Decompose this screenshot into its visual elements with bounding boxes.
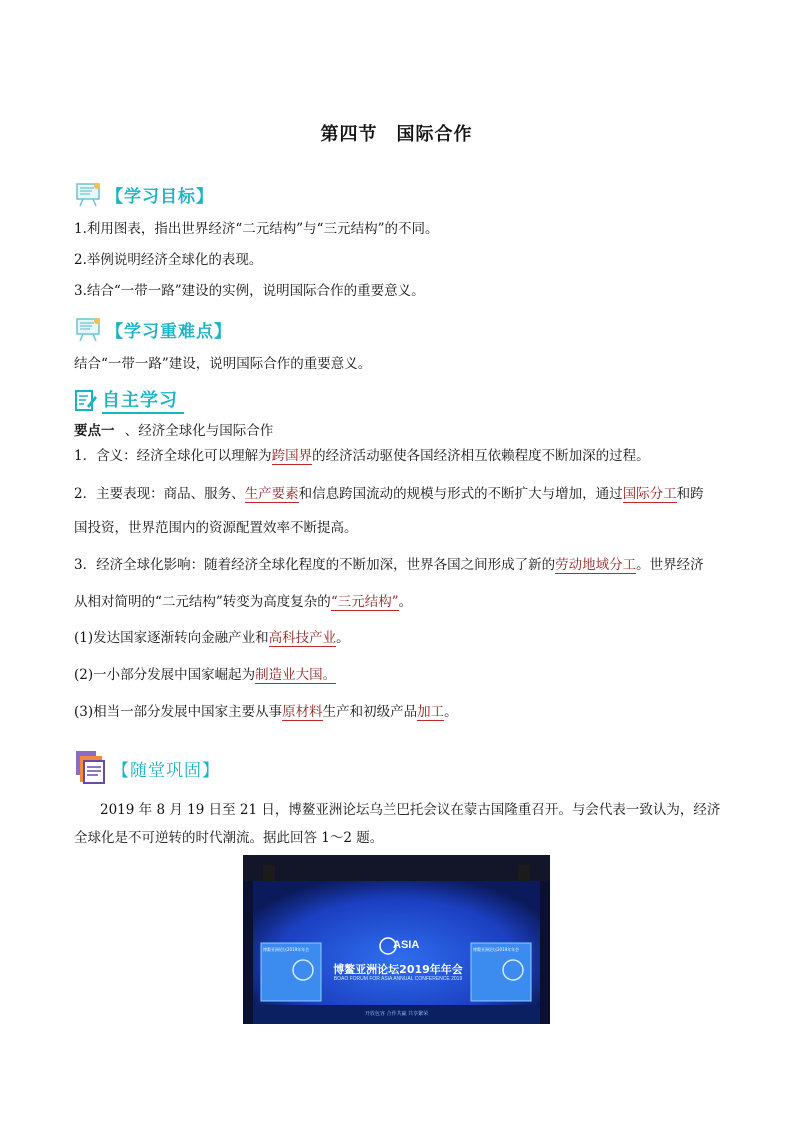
key-points-text: 结合“一带一路”建设，说明国际合作的重要意义。 — [74, 356, 372, 372]
asia-logo-text: ASIA — [393, 939, 420, 951]
underlined-answer: “三元结构” — [330, 594, 399, 610]
stage-bottom-text: 开放包容 合作共赢 共享繁荣 — [364, 1011, 429, 1017]
para-text: 从相对简明的“二元结构”转变为高度复杂的 — [74, 594, 331, 610]
underlined-answer: 生产要素 — [244, 486, 299, 502]
whiteboard-icon — [74, 315, 102, 343]
learning-goals-heading: 【学习目标】 — [106, 186, 214, 207]
para-text: (3)相当一部分发展中国家主要从事 — [74, 704, 283, 720]
goal-item-2: 2.举例说明经济全球化的表现。 — [74, 252, 263, 268]
underlined-answer: 劳动地域分工 — [555, 557, 637, 573]
sub-item-2 — [74, 665, 724, 685]
practice-intro-line1: 2019 年 8 月 19 日至 21 日，博鳌亚洲论坛乌兰巴托会议在蒙古国隆重召开。与会代表一致认为，经济 — [100, 802, 721, 818]
practice-header — [74, 748, 220, 788]
point-label: 要点一 — [74, 423, 115, 439]
para-text: (1)发达国家逐渐转向金融产业和 — [74, 630, 269, 646]
learning-goals-header — [74, 180, 214, 208]
para-text: 。 — [444, 704, 458, 720]
goal-item-3: 3.结合“一带一路”建设的实例，说明国际合作的重要意义。 — [74, 283, 425, 299]
underlined-answer: 跨国界 — [271, 448, 313, 464]
underlined-answer: 高科技产业 — [268, 630, 337, 646]
goal-item-1: 1.利用图表，指出世界经济“二元结构”与“三元结构”的不同。 — [74, 221, 439, 237]
para-text: 1．含义：经济全球化可以理解为 — [74, 448, 272, 464]
para-text: 3．经济全球化影响：随着经济全球化程度的不断加深，世界各国之间形成了新的 — [74, 557, 556, 573]
para-text: 。世界经济 — [636, 557, 704, 573]
self-study-heading: 自主学习 — [102, 386, 184, 414]
para-text: (2)一小部分发展中国家崛起为 — [74, 667, 256, 683]
side-screen-left-text: 博鳌亚洲论坛2019年年会 — [263, 947, 310, 952]
key-points-header — [74, 315, 232, 343]
side-screen-right-text: 博鳌亚洲论坛2019年年会 — [473, 947, 520, 952]
sub-item-1 — [74, 628, 724, 648]
underlined-answer: 制造业大国。 — [255, 667, 337, 683]
para-text: 2．主要表现：商品、服务、 — [74, 486, 245, 502]
key-points-heading: 【学习重难点】 — [106, 321, 232, 342]
stacked-pages-icon — [74, 749, 108, 787]
para-text: 生产和初级产品 — [322, 704, 418, 720]
whiteboard-icon — [74, 180, 102, 208]
edit-note-icon — [74, 388, 98, 412]
para-impact-line1 — [74, 555, 724, 575]
underlined-answer: 加工 — [417, 704, 445, 720]
self-study-header — [74, 385, 184, 415]
boao-forum-photo — [243, 855, 550, 1024]
page-title: 第四节 国际合作 — [320, 124, 473, 145]
stage-title-cn: 博鳌亚洲论坛2019年年会 — [333, 963, 463, 976]
para-text: 和跨 — [676, 486, 704, 502]
point-title: 、经济全球化与国际合作 — [124, 423, 274, 439]
underlined-answer: 国际分工 — [622, 486, 677, 502]
sub-item-3 — [74, 702, 724, 722]
para-manifestation-line2: 国投资，世界范围内的资源配置效率不断提高。 — [74, 520, 358, 536]
para-text: 和信息跨国流动的规模与形式的不断扩大与增加，通过 — [298, 486, 623, 502]
para-definition — [74, 446, 724, 466]
para-impact-line2 — [74, 592, 724, 612]
para-manifestation-line1 — [74, 484, 724, 504]
para-text: 。 — [336, 630, 350, 646]
para-text: 的经济活动驱使各国经济相互依赖程度不断加深的过程。 — [312, 448, 650, 464]
practice-intro-line2: 全球化是不可逆转的时代潮流。据此回答 1～2 题。 — [74, 830, 384, 846]
underlined-answer: 原材料 — [282, 704, 323, 720]
practice-heading: 【随堂巩固】 — [112, 760, 220, 781]
point-one-heading — [74, 421, 724, 441]
para-text: 。 — [398, 594, 413, 610]
stage-title-en: BOAO FORUM FOR ASIA ANNUAL CONFERENCE 2019 — [333, 976, 463, 982]
